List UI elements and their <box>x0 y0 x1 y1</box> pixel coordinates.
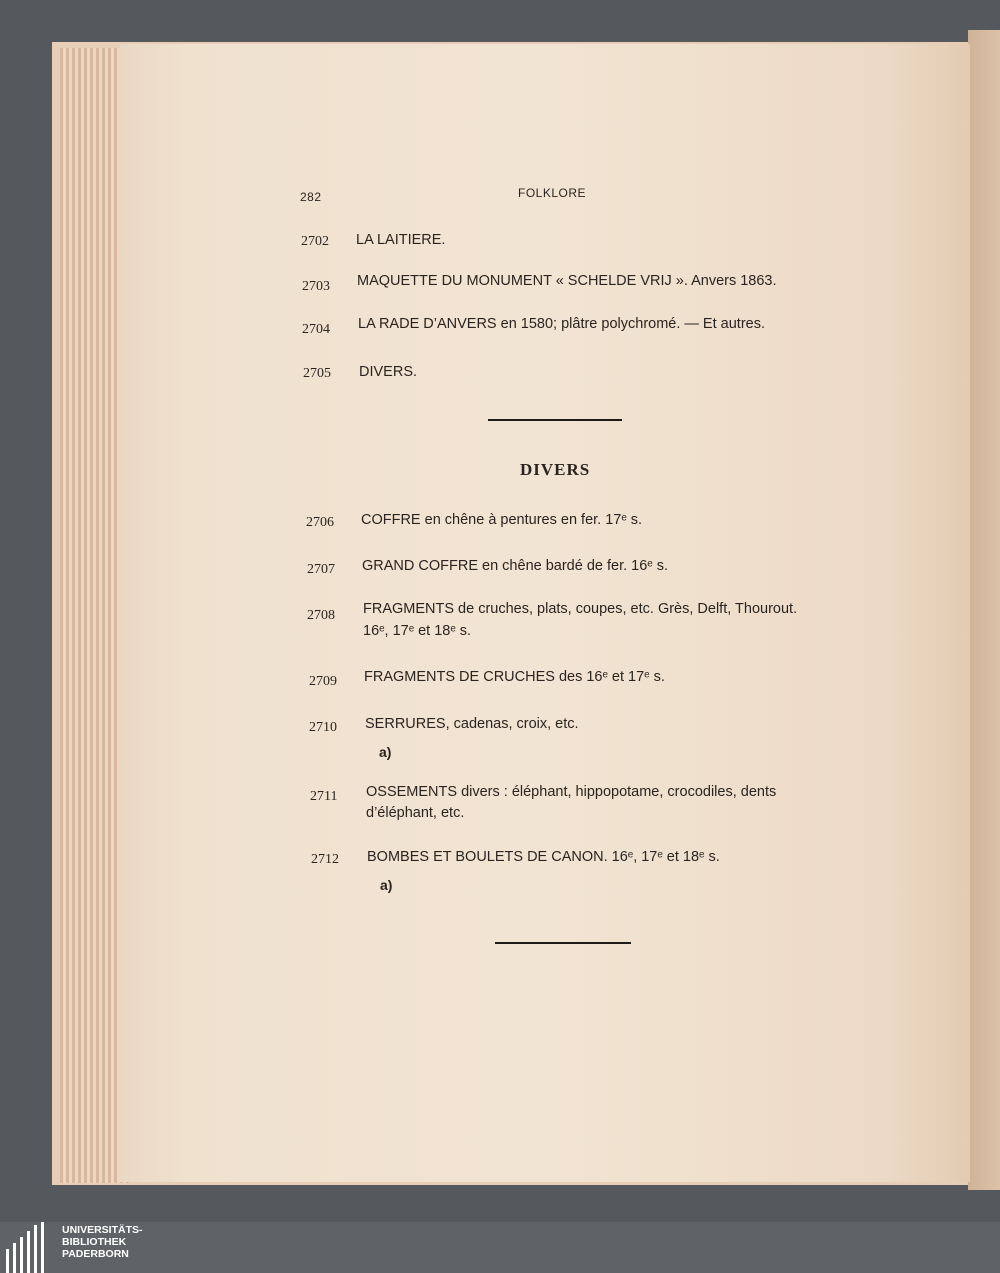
entry-number: 2710 <box>309 720 337 735</box>
entry-text: MAQUETTE DU MONUMENT « SCHELDE VRIJ ». Anvers 1863. <box>357 273 777 289</box>
entry-subnote: a) <box>379 744 392 760</box>
entry-number: 2704 <box>302 322 330 337</box>
footer-bar <box>0 1222 1000 1273</box>
entry-text: COFFRE en chêne à pentures en fer. 17ᵉ s. <box>361 512 643 528</box>
book-page <box>120 44 970 1182</box>
library-logo-text <box>62 1224 143 1260</box>
entry-number: 2705 <box>303 366 331 381</box>
entry-number: 2702 <box>301 234 329 249</box>
entry-text: BOMBES ET BOULETS DE CANON. 16ᵉ, 17ᵉ et 18ᵉ s. <box>367 849 720 865</box>
entry-text: GRAND COFFRE en chêne bardé de fer. 16ᵉ s. <box>362 558 668 574</box>
entry-number: 2708 <box>307 608 335 623</box>
entry-number: 2711 <box>310 789 338 804</box>
entry-number: 2707 <box>307 562 335 577</box>
entry-text: DIVERS. <box>359 364 418 380</box>
entry-number: 2706 <box>306 515 334 530</box>
page-number: 282 <box>300 190 322 204</box>
library-logo-icon <box>6 1222 54 1273</box>
entry-text: LA RADE D’ANVERS en 1580; plâtre polychromé. — Et autres. <box>358 316 765 332</box>
entry-number: 2712 <box>311 852 339 867</box>
section-divider <box>488 419 622 421</box>
entry-text: OSSEMENTS divers : éléphant, hippopotame, crocodiles, dents <box>366 784 777 800</box>
entry-text: FRAGMENTS DE CRUCHES des 16ᵉ et 17ᵉ s. <box>364 669 665 685</box>
section-title: DIVERS <box>520 460 591 479</box>
facing-page-edge <box>968 30 1000 1190</box>
running-head: FOLKLORE <box>518 186 587 200</box>
entry-number: 2703 <box>302 279 330 294</box>
entry-text: LA LAITIERE. <box>356 232 446 248</box>
end-divider <box>495 942 631 944</box>
entry-text: SERRURES, cadenas, croix, etc. <box>365 716 579 732</box>
entry-text: FRAGMENTS de cruches, plats, coupes, etc. Grès, Delft, Thourout. <box>363 601 798 617</box>
logo-line: BIBLIOTHEK <box>62 1236 127 1248</box>
entry-text-continued: d’éléphant, etc. <box>366 805 465 821</box>
entry-subnote: a) <box>380 877 393 893</box>
entry-text-continued: 16ᵉ, 17ᵉ et 18ᵉ s. <box>363 623 472 639</box>
logo-line: UNIVERSITÄTS- <box>62 1224 143 1236</box>
entry-number: 2709 <box>309 674 337 689</box>
logo-line: PADERBORN <box>62 1248 129 1260</box>
